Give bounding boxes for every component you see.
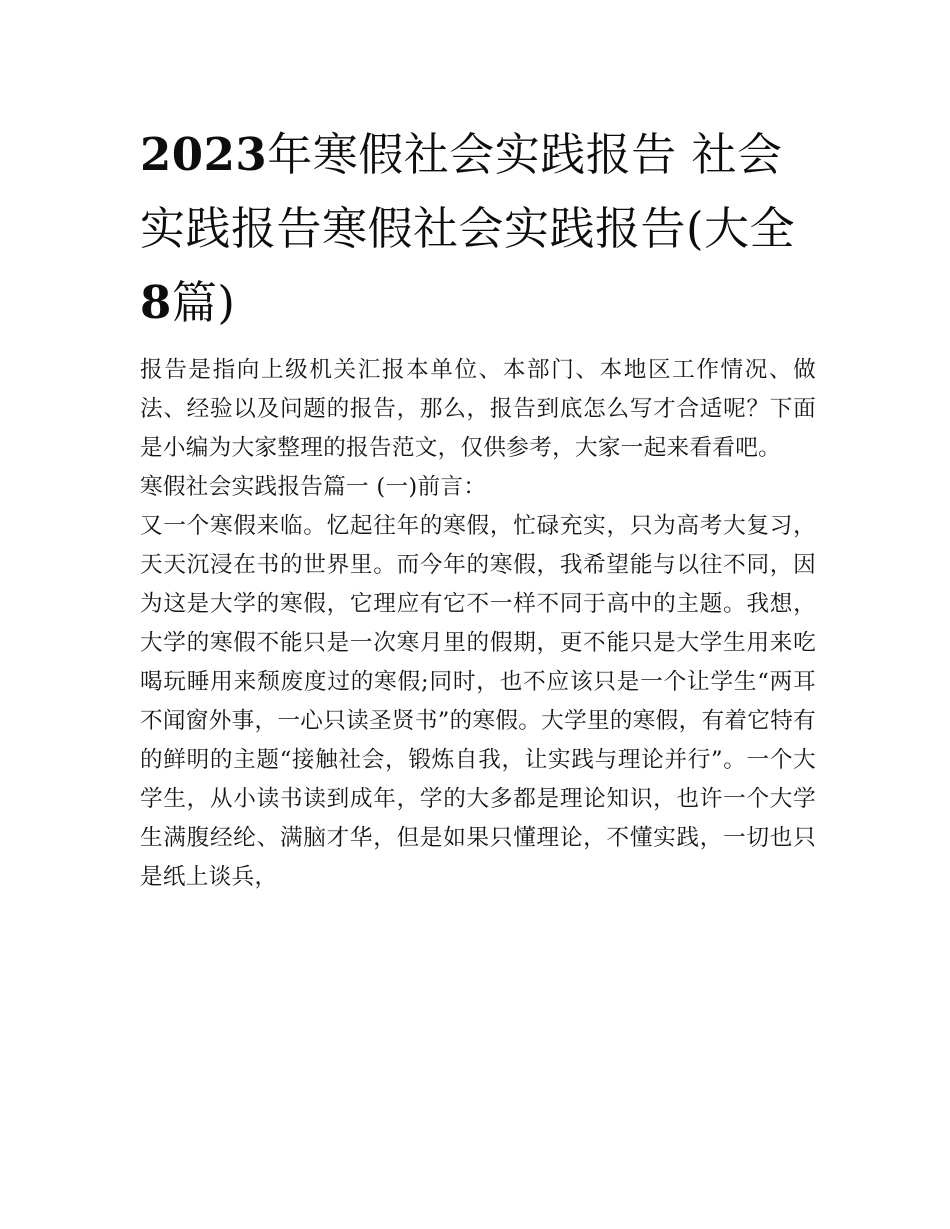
document-content	[140, 118, 816, 897]
intro-paragraph: 报告是指向上级机关汇报本单位、本部门、本地区工作情况、做法、经验以及问题的报告，那么，报告到底怎么写才合适呢？下面是小编为大家整理的报告范文，仅供参考，大家一起来看看吧。	[140, 357, 816, 461]
document-body	[140, 351, 816, 897]
title-count: 8	[140, 276, 172, 329]
body-paragraph: 又一个寒假来临。忆起往年的寒假，忙碌充实，只为高考大复习，天天沉浸在书的世界里。而今年的寒假，我希望能与以往不同，因为这是大学的寒假，它理应有它不一样不同于高中的主题。我想，大学的寒假不能只是一次寒月里的假期，更不能只是大学生用来吃喝玩睡用来颓废度过的寒假;同时，也不应该只是一个让学生“两耳不闻窗外事，一心只读圣贤书”的寒假。大学里的寒假，有着它特有的鲜明的主题“接触社会，锻炼自我，让实践与理论并行”。一个大学生，从小读书读到成年，学的大多都是理论知识，也许一个大学生满腹经纶、满脑才华，但是如果只懂理论，不懂实践，一切也只是纸上谈兵，	[140, 513, 816, 890]
title-tail: 篇)	[171, 276, 236, 329]
title-year: 2023	[140, 128, 268, 181]
document-title	[140, 118, 816, 340]
section-heading: 寒假社会实践报告篇一 (一)前言：	[140, 474, 487, 500]
title-main: 年寒假社会实践报告 社会实践报告寒假社会实践报告(大全	[140, 128, 796, 255]
